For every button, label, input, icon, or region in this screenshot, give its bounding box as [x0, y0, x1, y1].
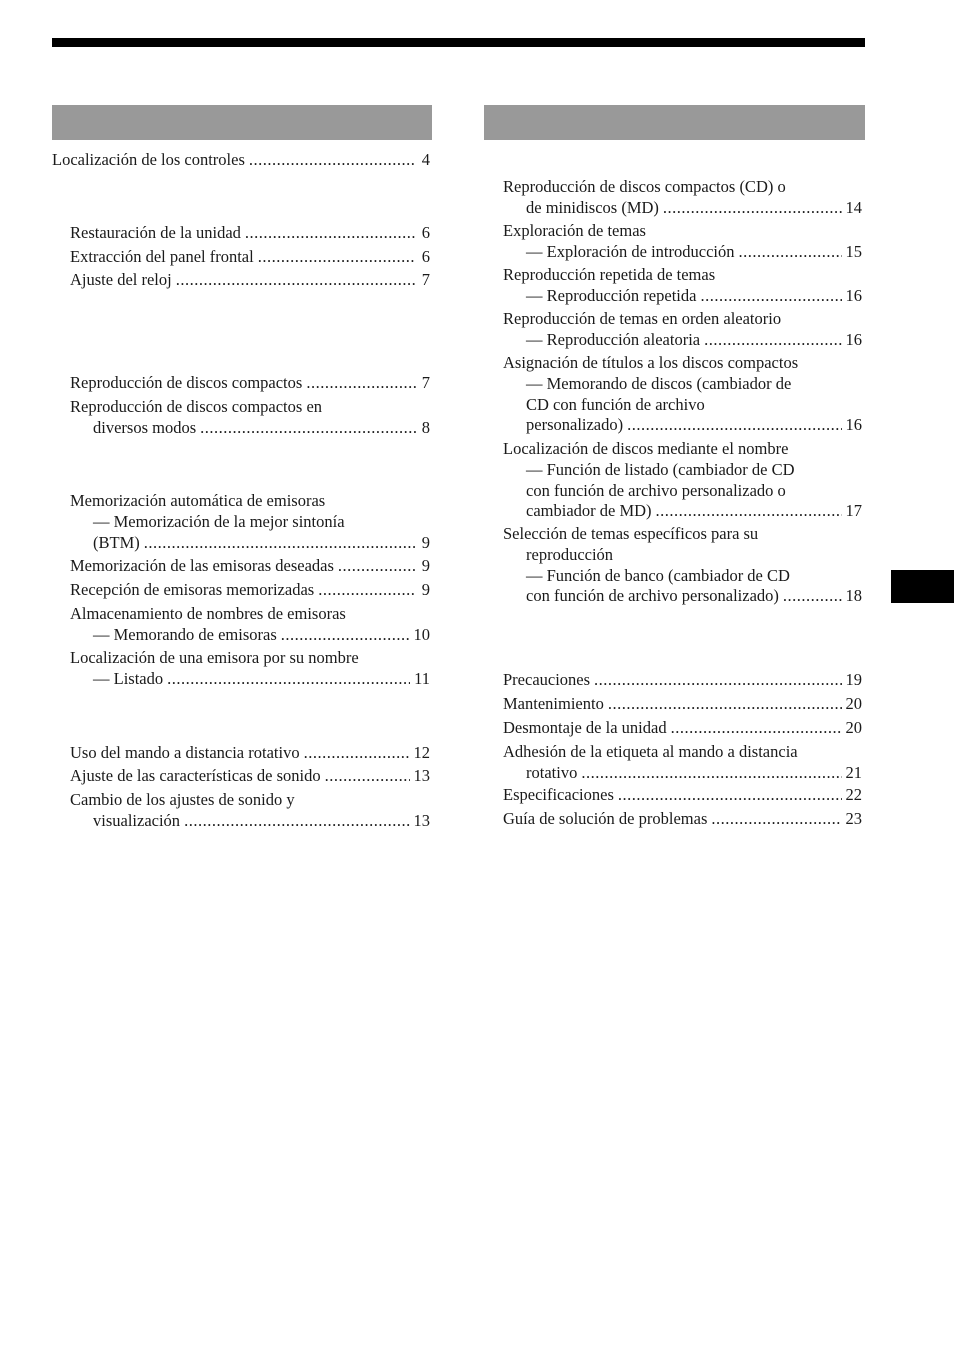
- dot-leader: [704, 330, 841, 351]
- toc-entry[interactable]: [503, 177, 862, 219]
- toc-entry-title: rotativo: [526, 762, 578, 782]
- toc-page-number: 9: [421, 532, 430, 552]
- toc-page-number: 18: [845, 586, 862, 606]
- toc-page-number: 6: [421, 247, 430, 266]
- dot-leader: [700, 286, 841, 307]
- dot-leader: [618, 785, 842, 806]
- dot-leader: [318, 580, 416, 601]
- toc-entry[interactable]: [503, 809, 862, 830]
- dot-leader: [783, 586, 842, 607]
- toc-entry-title: Extracción del panel frontal: [70, 247, 254, 266]
- toc-entry-title: Localización de discos mediante el nombre: [503, 439, 789, 458]
- dot-leader: [258, 247, 416, 268]
- toc-page-number: 20: [845, 694, 862, 713]
- toc-entry-title: (BTM): [93, 532, 140, 552]
- dot-leader: [738, 242, 841, 263]
- toc-entry-title: Recepción de emisoras memorizadas: [70, 580, 315, 599]
- toc-entry-title: Restauración de la unidad: [70, 223, 241, 242]
- toc-entry[interactable]: [70, 373, 430, 394]
- toc-entry-title: Reproducción de discos compactos en: [70, 397, 323, 416]
- top-rule: [52, 38, 865, 47]
- dot-leader: [144, 533, 416, 554]
- toc-entry-title: Reproducción repetida de temas: [503, 265, 716, 284]
- toc-entry-title: Ajuste del reloj: [70, 270, 172, 289]
- toc-entry-title: Memorización de las emisoras deseadas: [70, 556, 334, 575]
- toc-entry-title: Selección de temas específicos para su: [503, 524, 759, 543]
- toc-page-number: 6: [421, 223, 430, 242]
- toc-entry-title: Uso del mando a distancia rotativo: [70, 743, 300, 762]
- toc-entry-title: Mantenimiento: [503, 694, 604, 713]
- toc-entry[interactable]: [70, 604, 430, 646]
- toc-entry-title: de minidiscos (MD): [526, 197, 659, 217]
- toc-entry-title: Localización de los controles: [52, 150, 245, 169]
- toc-page-number: 8: [421, 417, 430, 437]
- toc-entry-title: reproducción: [526, 544, 614, 564]
- toc-entry-title: con función de archivo personalizado): [526, 586, 779, 606]
- toc-entry-title: Desmontaje de la unidad: [503, 718, 667, 737]
- toc-page-number: 15: [845, 241, 862, 261]
- toc-entry-title: Especificaciones: [503, 785, 614, 804]
- toc-page-number: 22: [845, 785, 862, 804]
- toc-entry-title: Reproducción de temas en orden aleatorio: [503, 309, 782, 328]
- toc-entry[interactable]: [70, 397, 430, 439]
- toc-entry-title: Reproducción de discos compactos (CD) o: [503, 177, 786, 196]
- toc-entry-title: Almacenamiento de nombres de emisoras: [70, 604, 346, 623]
- toc-entry[interactable]: [503, 309, 862, 351]
- toc-entry-title: — Memorización de la mejor sintonía: [93, 511, 345, 531]
- toc-page-number: 9: [421, 580, 430, 599]
- dot-leader: [249, 150, 416, 171]
- toc-entry-title: — Memorando de emisoras: [93, 624, 277, 644]
- dot-leader: [627, 415, 841, 436]
- toc-page-number: 11: [414, 668, 430, 688]
- toc-page-number: 16: [845, 329, 862, 349]
- dot-leader: [200, 418, 416, 439]
- dot-leader: [304, 743, 410, 764]
- toc-entry-title: — Exploración de introducción: [526, 241, 735, 261]
- dot-leader: [663, 198, 842, 219]
- toc-entry[interactable]: [70, 247, 430, 268]
- dot-leader: [306, 373, 416, 394]
- right-column-header-bar: [484, 105, 865, 140]
- toc-entry-title: con función de archivo personalizado o: [526, 480, 786, 500]
- dot-leader: [338, 556, 416, 577]
- toc-entry-title: — Listado: [93, 668, 164, 688]
- toc-page-number: 16: [845, 415, 862, 435]
- toc-page-number: 20: [845, 718, 862, 737]
- toc-entry-title: — Reproducción repetida: [526, 285, 697, 305]
- dot-leader: [581, 763, 841, 784]
- toc-entry[interactable]: [70, 223, 430, 244]
- toc-entry[interactable]: [70, 580, 430, 601]
- dot-leader: [671, 718, 842, 739]
- toc-page-number: 13: [413, 810, 430, 830]
- toc-entry-title: visualización: [93, 810, 181, 830]
- dot-leader: [245, 223, 416, 244]
- toc-entry-title: — Función de listado (cambiador de CD: [526, 459, 795, 479]
- toc-entry-title: personalizado): [526, 415, 624, 435]
- toc-entry-title: — Función de banco (cambiador de CD: [526, 565, 790, 585]
- toc-entry[interactable]: [503, 353, 862, 436]
- toc-page-number: 16: [845, 285, 862, 305]
- toc-entry[interactable]: [70, 648, 430, 690]
- toc-entry-title: Localización de una emisora por su nombre: [70, 648, 359, 667]
- toc-entry[interactable]: [503, 221, 862, 263]
- side-index-tab: [891, 570, 954, 603]
- toc-page-number: 9: [421, 556, 430, 575]
- toc-page-number: 23: [845, 809, 862, 828]
- dot-leader: [167, 669, 410, 690]
- toc-entry[interactable]: [503, 670, 862, 691]
- toc-entry[interactable]: [70, 491, 430, 553]
- dot-leader: [176, 270, 416, 291]
- toc-page-number: 4: [421, 150, 430, 169]
- toc-page-number: 12: [413, 743, 430, 762]
- dot-leader: [656, 501, 842, 522]
- toc-entry[interactable]: [70, 556, 430, 577]
- toc-page-number: 7: [421, 270, 430, 289]
- toc-page-number: 19: [845, 670, 862, 689]
- left-column-header-bar: [52, 105, 432, 140]
- toc-page-number: 17: [845, 501, 862, 521]
- toc-entry[interactable]: [70, 743, 430, 764]
- toc-entry-title: Reproducción de discos compactos: [70, 373, 303, 392]
- dot-leader: [281, 625, 410, 646]
- toc-entry-title: Memorización automática de emisoras: [70, 491, 326, 510]
- dot-leader: [608, 694, 842, 715]
- toc-entry-title: Adhesión de la etiqueta al mando a distancia: [503, 742, 798, 761]
- dot-leader: [184, 811, 409, 832]
- toc-entry-title: CD con función de archivo: [526, 394, 705, 414]
- toc-entry-title: cambiador de MD): [526, 501, 652, 521]
- toc-entry-title: diversos modos: [93, 417, 197, 437]
- toc-page-number: 21: [845, 762, 862, 782]
- toc-entry[interactable]: [52, 150, 430, 171]
- toc-entry[interactable]: [503, 785, 862, 806]
- toc-entry[interactable]: [503, 524, 862, 607]
- toc-entry-title: Guía de solución de problemas: [503, 809, 708, 828]
- toc-entry[interactable]: [70, 766, 430, 787]
- toc-page-number: 10: [413, 624, 430, 644]
- toc-page-number: 7: [421, 373, 430, 392]
- dot-leader: [325, 766, 410, 787]
- toc-entry-title: Ajuste de las características de sonido: [70, 766, 321, 785]
- toc-entry-title: Precauciones: [503, 670, 591, 689]
- toc-entry[interactable]: [70, 790, 430, 832]
- toc-entry[interactable]: [503, 439, 862, 522]
- toc-entry[interactable]: [503, 694, 862, 715]
- toc-page-number: 13: [413, 766, 430, 785]
- toc-entry[interactable]: [503, 718, 862, 739]
- toc-page-number: 14: [845, 197, 862, 217]
- toc-entry-title: Asignación de títulos a los discos compactos: [503, 353, 799, 372]
- toc-entry[interactable]: [70, 270, 430, 291]
- toc-entry[interactable]: [503, 265, 862, 307]
- toc-entry-title: — Reproducción aleatoria: [526, 329, 701, 349]
- dot-leader: [711, 809, 841, 830]
- toc-entry-title: Exploración de temas: [503, 221, 646, 240]
- toc-entry-title: Cambio de los ajustes de sonido y: [70, 790, 295, 809]
- toc-entry-title: — Memorando de discos (cambiador de: [526, 373, 792, 393]
- toc-entry[interactable]: [503, 742, 862, 784]
- dot-leader: [594, 670, 841, 691]
